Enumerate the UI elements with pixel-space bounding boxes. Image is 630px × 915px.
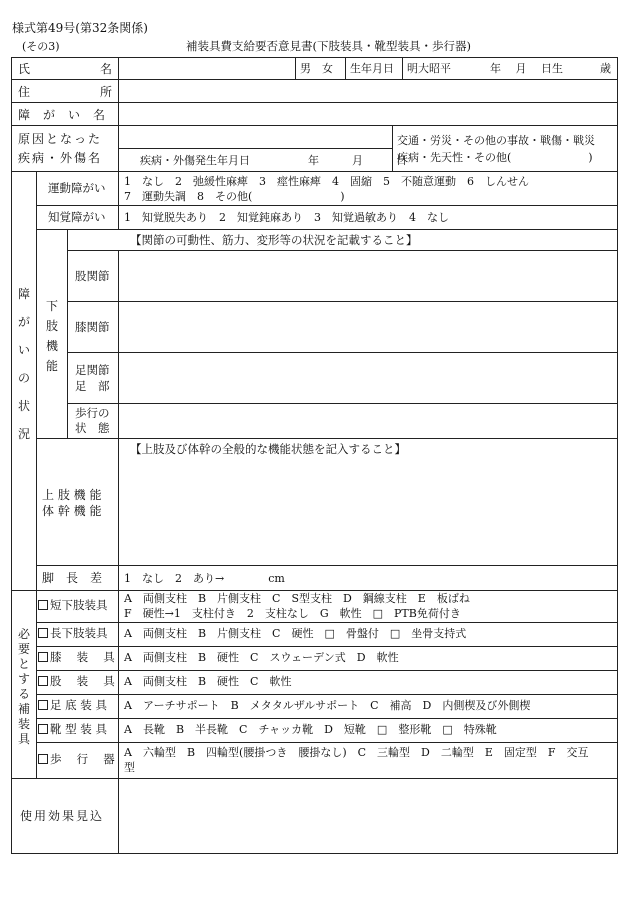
onset-date-label: 疾病・外傷発生年月日 xyxy=(140,154,250,167)
device-insole-line1[interactable]: A アーチサポート B メタタルザルサポート C 補高 D 内側楔及び外側楔 xyxy=(124,699,531,712)
cause-label-1: 原因となった xyxy=(18,132,103,146)
device-hip[interactable]: 股 装 具 xyxy=(38,676,115,688)
checkbox-icon[interactable] xyxy=(38,724,48,734)
upper-limb-note: 【上肢及び体幹の全般的な機能状態を記入すること】 xyxy=(130,442,406,456)
disability-name-label: 障 が い 名 xyxy=(18,108,106,122)
walk-label-2: 状 態 xyxy=(75,421,110,435)
motor-label: 運動障がい xyxy=(48,181,106,195)
dob-label: 生年月日 xyxy=(350,62,394,75)
knee-field[interactable] xyxy=(119,302,617,351)
device-kafo[interactable]: 長下肢装具 xyxy=(38,628,108,640)
device-walker-line1[interactable]: A 六輪型 B 四輪型(腰掛つき 腰掛なし) C 三輪型 D 二輪型 E 固定型 F 交互 xyxy=(124,746,589,759)
ankle-label-2: 足 部 xyxy=(75,379,110,393)
device-afo[interactable]: 短下肢装具 xyxy=(38,600,108,612)
checkbox-icon[interactable] xyxy=(38,700,48,710)
era-options[interactable]: 明大昭平 xyxy=(407,62,451,75)
checkbox-icon[interactable] xyxy=(38,676,48,686)
page-title: 補装具費支給要否意見書(下肢装具・靴型装具・歩行器) xyxy=(186,39,471,53)
form-part: (その3) xyxy=(22,40,60,53)
lower-limb-label: 下 肢 機 能 xyxy=(45,299,58,373)
device-afo-line1[interactable]: A 両側支柱 B 片側支柱 C S型支柱 D 鋼線支柱 E 板ばね xyxy=(124,592,470,605)
devices-section-label: 必 要 と す る 補 装 具 xyxy=(17,627,30,746)
name-label: 氏 xyxy=(18,62,31,76)
effect-label: 使用効果見込 xyxy=(20,809,105,823)
checkbox-icon[interactable] xyxy=(38,628,48,638)
ankle-field[interactable] xyxy=(119,353,617,402)
device-walker-line2[interactable]: 型 xyxy=(124,761,135,774)
dob-units: 年 月 日生 xyxy=(490,62,563,75)
device-shoe[interactable]: 靴 型 装 具 xyxy=(38,724,107,736)
cause-label-2: 疾病・外傷名 xyxy=(18,151,103,165)
hip-label: 股関節 xyxy=(75,269,110,283)
device-knee-line1[interactable]: A 両側支柱 B 硬性 C スウェーデン式 D 軟性 xyxy=(124,651,399,664)
cause-options-2[interactable]: 疾病・先天性・その他( ) xyxy=(397,151,593,164)
motor-options-1[interactable]: 1 なし 2 弛緩性麻痺 3 痙性麻痺 4 固縮 5 不随意運動 6 しんせん xyxy=(124,175,529,188)
form-number: 様式第49号(第32条関係) xyxy=(12,21,148,35)
checkbox-icon[interactable] xyxy=(38,652,48,662)
cause-options-1[interactable]: 交通・労災・その他の事故・戦傷・戦災 xyxy=(397,134,595,147)
age-unit: 歳 xyxy=(600,62,611,75)
address-label-2: 所 xyxy=(100,85,113,99)
device-knee[interactable]: 膝 装 具 xyxy=(38,652,115,664)
status-section-label: 障 が い の 状 況 xyxy=(17,287,30,441)
disability-name-field[interactable] xyxy=(119,103,617,124)
device-hip-line1[interactable]: A 両側支柱 B 硬性 C 軟性 xyxy=(124,675,292,688)
device-walker[interactable]: 歩 行 器 xyxy=(38,754,115,766)
checkbox-icon[interactable] xyxy=(38,754,48,764)
device-insole[interactable]: 足 底 装 具 xyxy=(38,700,107,712)
address-label: 住 xyxy=(18,85,31,99)
address-field[interactable] xyxy=(119,80,617,101)
checkbox-icon[interactable] xyxy=(38,600,48,610)
walk-label-1: 歩行の xyxy=(75,406,110,420)
leg-length-label: 脚 長 差 xyxy=(42,571,103,585)
device-afo-line2[interactable]: F 硬性→1 支柱付き 2 支柱なし G 軟性 □ PTB免荷付き xyxy=(124,607,461,620)
device-shoe-line1[interactable]: A 長靴 B 半長靴 C チャッカ靴 D 短靴 □ 整形靴 □ 特殊靴 xyxy=(124,723,497,736)
name-field[interactable] xyxy=(119,58,294,78)
effect-field[interactable] xyxy=(119,779,617,853)
sensory-label: 知覚障がい xyxy=(48,210,106,224)
upper-limb-field[interactable] xyxy=(119,460,617,564)
cause-field[interactable] xyxy=(119,126,391,147)
sex-options[interactable]: 男 女 xyxy=(300,62,333,75)
trunk-label: 体 幹 機 能 xyxy=(42,504,102,518)
lower-limb-note: 【関節の可動性、筋力、変形等の状況を記載すること】 xyxy=(130,233,418,247)
ankle-label-1: 足関節 xyxy=(75,363,110,377)
walk-field[interactable] xyxy=(119,404,617,437)
knee-label: 膝関節 xyxy=(75,320,110,334)
hip-field[interactable] xyxy=(119,251,617,300)
sensory-options[interactable]: 1 知覚脱失あり 2 知覚鈍麻あり 3 知覚過敏あり 4 なし xyxy=(124,211,449,224)
leg-length-options[interactable]: 1 なし 2 あり→ cm xyxy=(124,572,285,585)
motor-options-2[interactable]: 7 運動失調 8 その他( ) xyxy=(124,190,345,203)
name-label-2: 名 xyxy=(100,62,113,76)
upper-limb-label: 上 肢 機 能 xyxy=(42,488,102,502)
device-kafo-line1[interactable]: A 両側支柱 B 片側支柱 C 硬性 □ 骨盤付 □ 坐骨支持式 xyxy=(124,627,467,640)
onset-date-units: 年 月 日 xyxy=(308,154,407,167)
